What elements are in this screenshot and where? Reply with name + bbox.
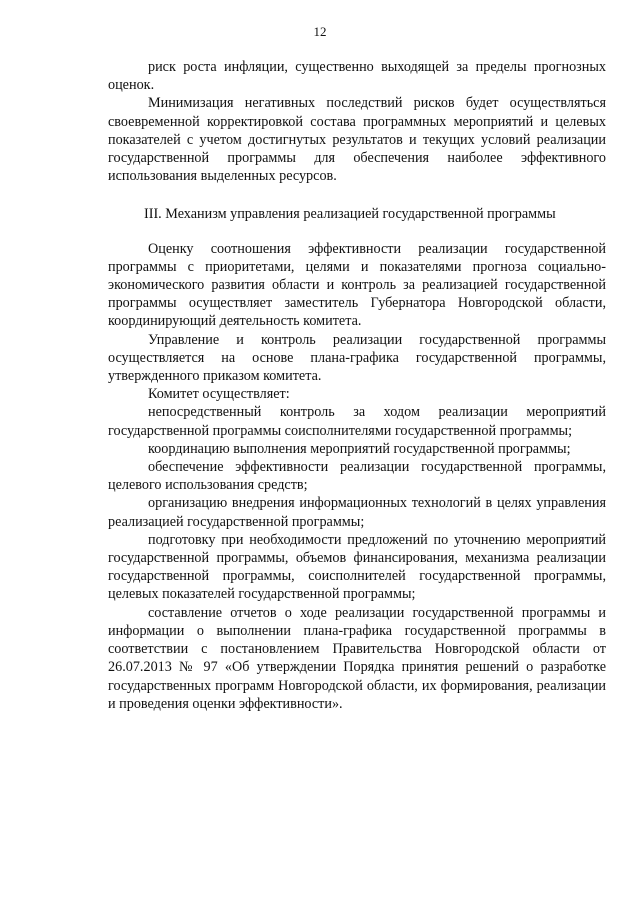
list-item-reports: составление отчетов о ходе реализации государственной программы и информации о выполнении плана-графика государственной программы в соответствии с постановлением Правительства Новгородской области от 26.07.2013 № 97 «Об утверждении Порядка принятия решений о разработке государственных программ Новгородской области, их формирования, реализации и проведения оценки эффективности». xyxy=(108,604,606,712)
paragraph-risk-mitigation: Минимизация негативных последствий рисков будет осуществляться своевременной корректировкой состава программных мероприятий и целевых показателей с учетом достигнутых результатов и текущих условий реализации государственной программы для обеспечения наиболее эффективного использования выделенных ресурсов. xyxy=(108,95,606,185)
paragraph-efficiency-assessment: Оценку соотношения эффективности реализации государственной программы с приоритетами, целями и показателями прогноза социально-экономического развития области и контроль за реализацией государственной программы осуществляет заместитель Губернатора Новгородской области, координирующий деятельность комитета. xyxy=(108,240,606,330)
list-item-efficiency: обеспечение эффективности реализации государственной программы, целевого использования средств; xyxy=(108,459,606,494)
document-body xyxy=(108,58,606,713)
list-item-proposals: подготовку при необходимости предложений по уточнению мероприятий государственной программы, объемов финансирования, механизма реализации государственной программы, соисполнителей государственной программы, целевых показателей государственной программы; xyxy=(108,531,606,603)
paragraph-committee-intro: Комитет осуществляет: xyxy=(148,386,290,403)
list-item-coordination: координацию выполнения мероприятий государственной программы; xyxy=(148,440,571,457)
paragraph-management-control: Управление и контроль реализации государственной программы осуществляется на основе плана-графика государственной программы, утвержденного приказом комитета. xyxy=(108,331,606,385)
list-item-direct-control: непосредственный контроль за ходом реализации мероприятий государственной программы соисполнителями государственной программы; xyxy=(108,404,606,439)
section-heading: III. Механизм управления реализацией государственной программы xyxy=(144,206,556,223)
paragraph-inflation-risk: риск роста инфляции, существенно выходящей за пределы прогнозных оценок. xyxy=(108,59,606,94)
list-item-it-implementation: организацию внедрения информационных технологий в целях управления реализацией государственной программы; xyxy=(108,495,606,530)
page-number: 12 xyxy=(313,24,327,39)
